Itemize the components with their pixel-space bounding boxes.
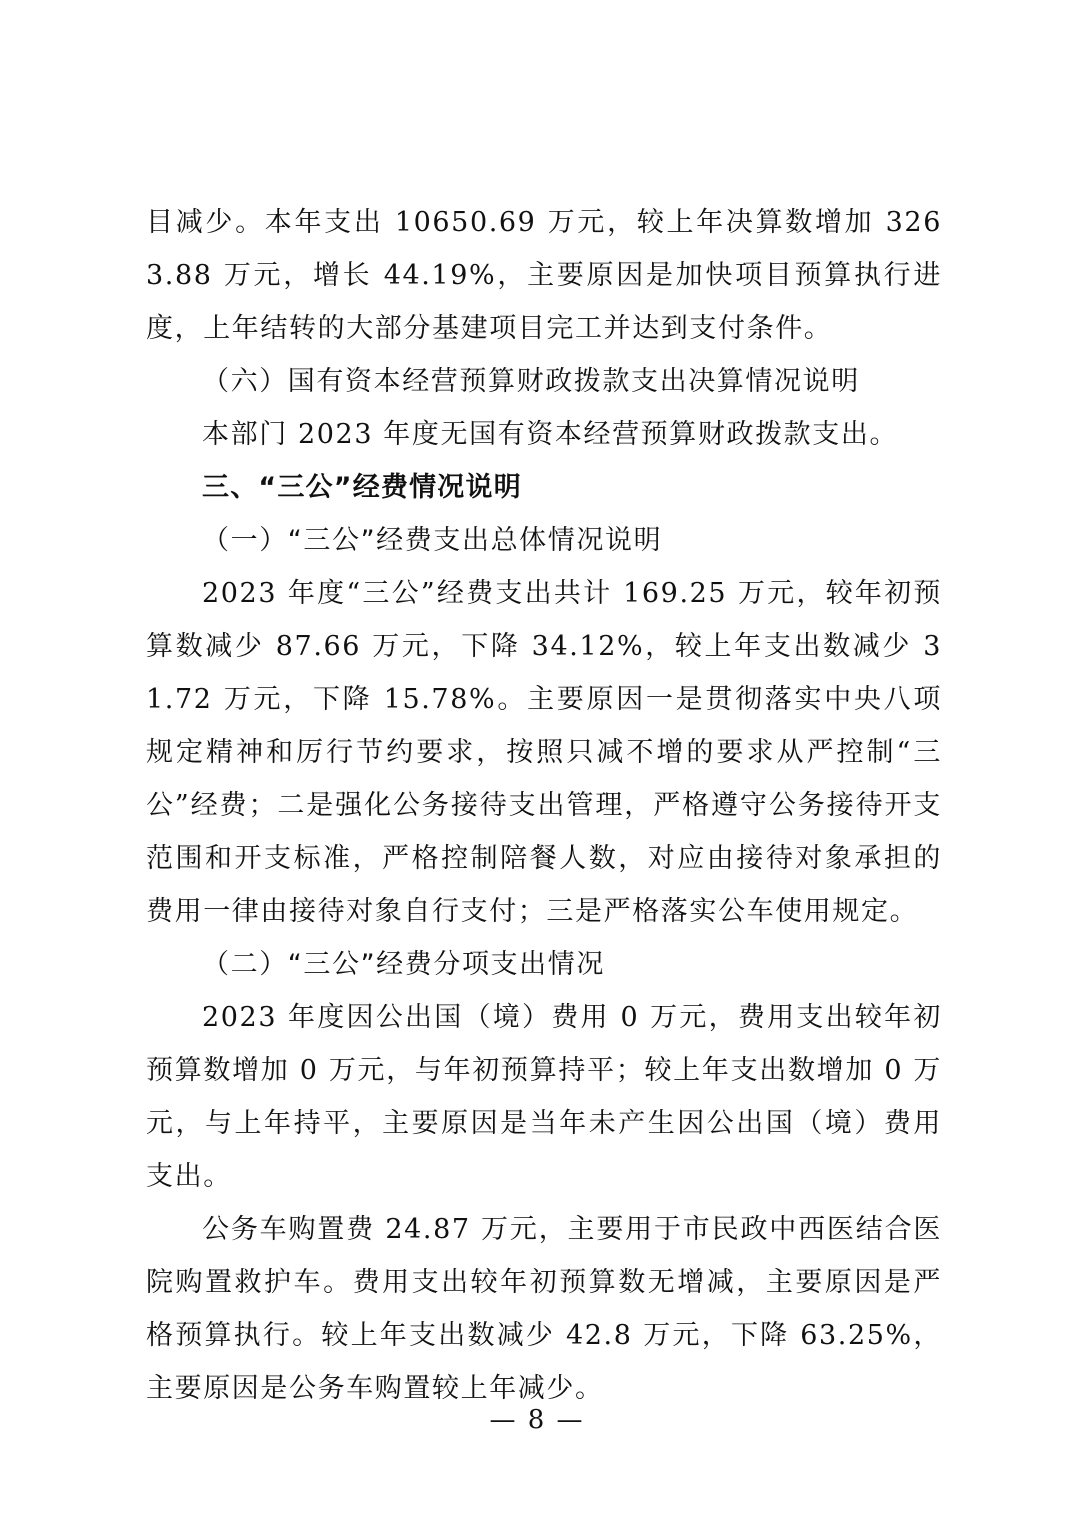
paragraph-overall-expenses: 2023 年度“三公”经费支出共计 169.25 万元，较年初预算数减少 87.66 万元，下降 34.12%，较上年支出数减少 31.72 万元，下降 15.78%。主要原因一是贯彻落实中央八项规定精神和厉行节约要求，按照只减不增的要求从严控制“三公”经费；二是强化公务接待支出管理，严格遵守公务接待开支范围和开支标准，严格控制陪餐人数，对应由接待对象承担的费用一律由接待对象自行支付；三是严格落实公车使用规定。 <box>146 578 942 927</box>
paragraph-overseas-travel: 2023 年度因公出国（境）费用 0 万元，费用支出较年初预算数增加 0 万元，与年初预算持平；较上年支出数增加 0 万元，与上年持平，主要原因是当年未产生因公出国（境）费用支出。 <box>146 1002 942 1192</box>
heading-three-public-expenses: 三、“三公”经费情况说明 <box>202 472 522 503</box>
subheading-state-capital-budget: （六）国有资本经营预算财政拨款支出决算情况说明 <box>202 366 860 397</box>
paragraph-state-capital-none: 本部门 2023 年度无国有资本经营预算财政拨款支出。 <box>202 419 899 450</box>
page-number: — 8 — <box>489 1405 585 1435</box>
paragraph-vehicle-purchase: 公务车购置费 24.87 万元，主要用于市民政中西医结合医院购置救护车。费用支出较年初预算数无增减，主要原因是严格预算执行。较上年支出数减少 42.8 万元，下降 63.25%，主要原因是公务车购置较上年减少。 <box>146 1214 942 1404</box>
subheading-itemized-expenses: （二）“三公”经费分项支出情况 <box>202 949 605 980</box>
subheading-overall-expenses: （一）“三公”经费支出总体情况说明 <box>202 525 663 556</box>
paragraph-continued-expenditure: 目减少。本年支出 10650.69 万元，较上年决算数增加 3263.88 万元，增长 44.19%，主要原因是加快项目预算执行进度，上年结转的大部分基建项目完工并达到支付条件。 <box>146 207 942 344</box>
document-body <box>146 196 942 1415</box>
